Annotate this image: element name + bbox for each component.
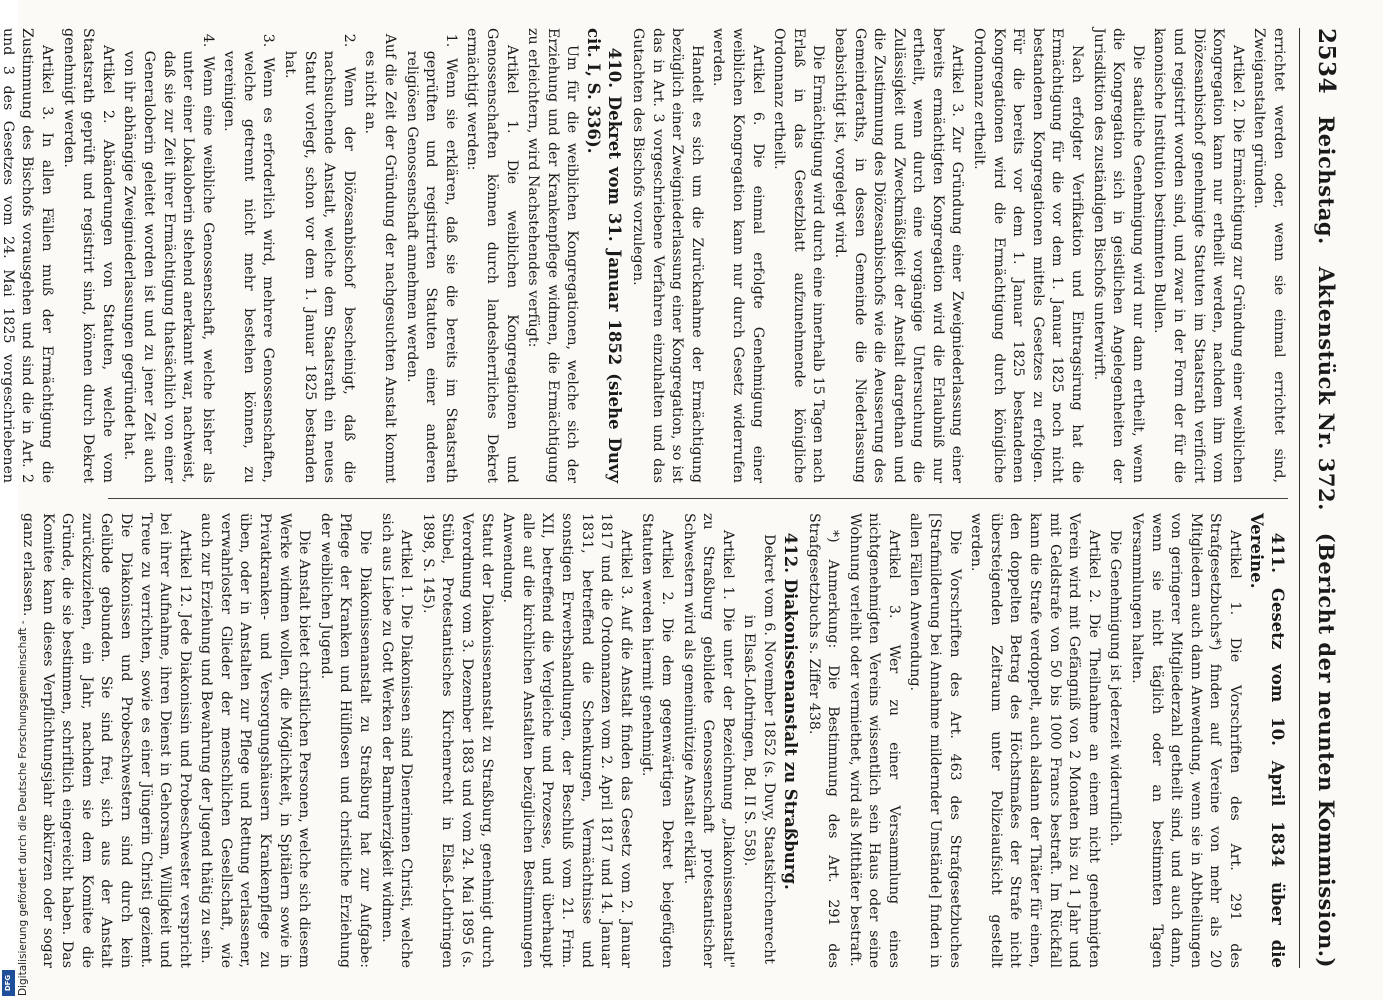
list-item: 4. Wenn eine weibliche Genossenschaft, welche bisher als unter einer Lokaloberin stehend anerkannt war, nachweist, daß sie zur Zeit ihrer Ermächtigung thatsächlich von einer Generaloberin geleitet worden ist und zu jener Zeit auch von ihr abhängige Zweigniederlassungen gegründet hat. [121, 33, 216, 483]
paragraph: Artikel 1. Die weiblichen Kongregationen und Genossenschaften können durch landesherrliches Dekret ermächtigt werden: [464, 28, 520, 483]
paragraph: Artikel 1. Die Diakonissen sind Dienerinnen Christi, welche sich aus Liebe zu Gott Werken der Barmherzigkeit widmen. [378, 513, 415, 968]
paragraph: Artikel 1. Die unter der Bezeichnung „Diakonissenanstalt" zu Straßburg gebildete Genossenschaft protestantischer Schwestern wird als gemeinnützige Anstalt erklärt. [680, 513, 736, 968]
list-item: Auf die Zeit der Gründung der nachgesuchten Anstalt kommt es nicht an. [362, 33, 399, 483]
section-heading-411: 411. Gesetz vom 10. April 1834 über die Vereine. [1247, 513, 1287, 968]
paragraph: Artikel 3. Auf die Anstalt finden das Gesetz vom 2. Januar 1817 und die Ordonnanzen vom 2. April 1817 und 14. Januar 1831, betreffend die Schenkungen, Vermächtnisse und sonstigen Erwerbshandlungen, der Beschluß vom 21. Frim. XII, betreffend die Vergleiche und Prozesse, und überhaupt alle auf die kirchlichen Anstalten bezüglichen Bestimmungen Anwendung. [500, 513, 634, 968]
left-column [0, 28, 1288, 483]
dfg-logo: DFG [2, 970, 15, 996]
header-left-title: Reichstag. [1314, 115, 1339, 245]
paragraph: Nach erfolgter Verifikation und Eintragsirung hat die Ermächtigung für die vor dem 1. Januar 1825 noch nicht bestandenen Kongregationen mittels Gesetzes zu erfolgen. Für die bereits vor dem 1. Januar 1825 bestandenen Kongregationen wird die Ermächtigung durch königliche Ordonnanz ertheilt. [971, 28, 1086, 483]
section-subheading: Dekret vom 6. November 1852 (s. Duvy, Staatskirchenrecht in Elsaß-Lothringen, Bd. II S. 558). [741, 534, 777, 964]
paragraph: Die staatliche Genehmigung wird nur dann ertheilt, wenn die Kongregation sich in geistlichen Angelegenheiten der Jurisdiktion des zuständigen Bischofs unterwirft. [1090, 28, 1146, 483]
header-center-title: Aktenstück Nr. 372. [1314, 266, 1339, 511]
page-header [1299, 28, 1340, 968]
section-heading-410: 410. Dekret vom 31. Januar 1852 (siehe Duvy cit. I, S. 336). [584, 28, 625, 483]
paragraph: Artikel 2. Die dem gegenwärtigen Dekret beigefügten Statuten werden hiermit genehmigt. [639, 513, 675, 968]
paragraph: Die Ermächtigung wird durch eine innerhalb 15 Tagen nach Erlaß in das Gesetzblatt aufzunehmende königliche Ordonnanz ertheilt. [771, 28, 827, 483]
paragraph: Artikel 2. Die Ermächtigung zur Gründung einer weiblichen Kongregation kann nur ertheilt werden, nachdem ihm vom Diözesanbischof genehmigte Statuten im Staatsrath verificirt und registrirt worden sind, und zwar in der Form der für die kanonische Institution bestimmten Bullen. [1151, 28, 1246, 483]
paragraph: Die Anstalt bietet christlichen Personen, welche sich diesem Werke widmen wollen, die Möglichkeit, in Spitälern sowie in Privatkranken- und Versorgungshäusern Krankenpflege zu üben, oder in Anstalten zur Pflege und Rettung verlassener, verwahrloster Glieder der menschlichen Gesellschaft, wie auch zur Erziehung und Bewahrung der Jugend thätig zu sein. [198, 513, 313, 968]
right-column [15, 513, 1288, 968]
section-heading-412: 412. Diakonissenanstalt zu Straßburg. [780, 532, 800, 890]
column-divider [108, 498, 1288, 499]
paragraph: Artikel 3. In allen Fällen muß der Ermächtigung die Zustimmung des Bischofs vorausgehen und sind die in Art. 2 und 3 des Gesetzes vom 24. Mai 1825 vorgeschriebenen [0, 28, 55, 483]
list-item: 3. Wenn es erforderlich wird, mehrere Genossenschaften, welche getrennt nicht mehr bestehen können, zu vereinigen. [221, 33, 277, 483]
statute-heading: Statut der Diakonissenanstalt zu Straßburg, genehmigt durch Verordnung vom 3. Dezember 1883 und vom 24. Mai 1895 (s. Stübel, Protestantisches Kirchenrecht in Elsaß-Lothringen 1898, S. 145). [419, 513, 495, 968]
paragraph: Die Genehmigung ist jederzeit widerruflich. [1107, 530, 1124, 847]
paragraph: Artikel 3. Wer zu einer Versammlung eines nichtgenehmigten Vereins wissentlich sein Haus oder seine Wohnung verleiht oder vermiethet, wird als Mitthäter bestraft. [846, 513, 902, 968]
paragraph: Die Vorschriften des Art. 463 des Strafgesetzbuches [Strafmilderung bei Annahme mildernder Umstände] finden in allen Fällen Anwendung. [907, 513, 963, 968]
paragraph: Um für die weiblichen Kongregationen, welche sich der Erziehung und der Krankenpflege widmen, die Ermächtigung zu erleichtern, wird Nachstehendes verfügt: [525, 28, 581, 483]
paragraph: Artikel 2. Abänderungen von Statuten, welche vom Staatsrath geprüft und registrirt sind, können durch Dekret genehmigt werden. [60, 28, 116, 483]
paragraph: Artikel 2. Die Theilnahme an einem nicht genehmigten Verein wird mit Gefängniß von 2 Monaten bis zu 1 Jahr und mit Geldstrafe von 50 bis 1000 Francs bestraft. Im Rückfall kann die Strafe verdoppelt, auch alsdann der Thäter für einen, den doppelten Betrag des Höchstmaßes der Strafe nicht übersteigenden Zeitraum unter Polizeiaufsicht gestellt werden. [968, 513, 1102, 968]
paragraph: Artikel 1. Die Vorschriften des Art. 291 des Strafgesetzbuchs*) finden auf Vereine von mehr als 20 Mitgliedern auch dann Anwendung, wenn sie in Abtheilungen von geringerer Mitgliederzahl getheilt sind, und auch dann, wenn sie nicht täglich oder an bestimmten Tagen Versammlungen halten. [1129, 513, 1243, 968]
funding-notice: Digitalisierung gefördert durch die Deutsche Forschungsgemeinschaft - [17, 620, 29, 996]
paragraph: Die Diakonissenanstalt zu Straßburg hat zur Aufgabe: Pflege der Kranken und Hülflosen und christliche Erziehung der weiblichen Jugend. [317, 513, 374, 968]
footnote: *) Anmerkung: Die Bestimmung des Art. 291 des Strafgesetzbuchs s. Ziffer 438. [805, 513, 842, 968]
list-item: 2. Wenn der Diözesanbischof bescheinigt, daß die nachsuchende Anstalt, welche dem Staatsrath ein neues Statut vorlegt, schon vor dem 1. Januar 1825 bestanden hat. [282, 33, 357, 483]
paragraph: Handelt es sich um die Zurücknahme der Ermächtigung bezüglich einer Zweigniederlassung einer Kongregation, so ist das in Art. 3 vorgeschriebene Verfahren einzuhalten und das Gutachten des Bischofs vorzulegen. [630, 28, 705, 483]
paragraph: Artikel 3. Zur Gründung einer Zweigniederlassung einer bereits ermächtigten Kongregation wird die Erlaubniß nur ertheilt, wenn durch eine vorgängige Untersuchung die Zulässigkeit und Zweckmäßigkeit der Anstalt dargethan und die Zustimmung des Diözesanbischofs wie die Aeusserung des Gemeinderaths, in dessen Gemeinde die Niederlassung beabsichtigt ist, vorgelegt wird. [831, 28, 966, 483]
page-number: 2534 [1313, 28, 1340, 95]
condition-list [119, 28, 460, 483]
list-item: 1. Wenn sie erklären, daß sie die bereits im Staatsrath geprüften und registrirten Statuten einer anderen religiösen Genossenschaft annehmen werden. [403, 33, 459, 483]
paragraph: Artikel 6. Die einmal erfolgte Genehmigung einer weiblichen Kongregation kann nur durch Gesetz widerrufen werden. [710, 28, 766, 483]
paragraph: Artikel 12. Jede Diakonissin und Probeschwester verspricht bei ihrer Aufnahme, ihren Dienst in Gehorsam, Willigkeit und Treue zu verrichten, sowie es einer Jüngerin Christi geziemt. Die Diakonissen und Probeschwestern sind durch kein Gelübde gebunden. Sie sind frei, sich aus der Anstalt zurückzuziehen, ein Jahr, nachdem sie dem Komitee die Gründe, die sie bestimmen, schriftlich eingereicht haben. Das Komitee kann dieses Verpflichtungsjahr abkürzen oder sogar ganz erlassen. [19, 513, 193, 968]
paragraph: errichtet werden oder, wenn sie einmal errichtet sind, Zweiganstalten gründen. [1251, 28, 1287, 483]
header-right-title: (Bericht der neunten Kommission.) [1314, 532, 1339, 968]
